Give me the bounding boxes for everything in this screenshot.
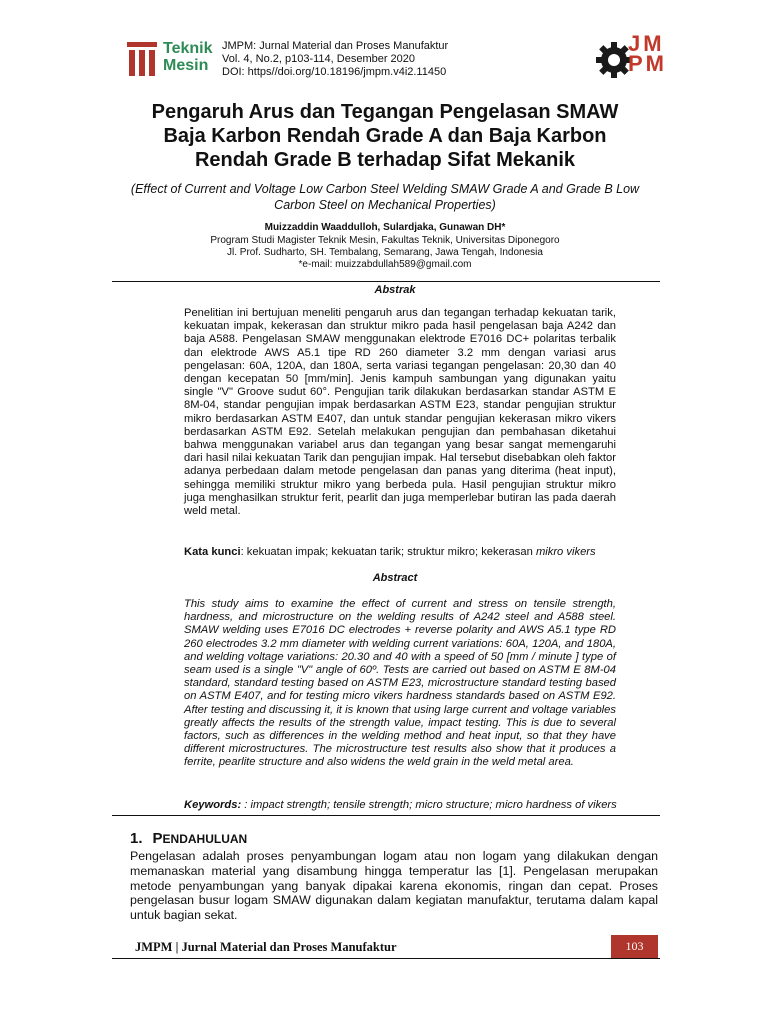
doi-link[interactable]: DOI: https//doi.org/10.18196/jmpm.v4i2.11450 [222, 66, 447, 78]
volume-pages: Vol. 4, No.2, p103-114, Desember 2020 [222, 53, 416, 65]
section-body-text: Pengelasan adalah proses penyambungan logam atau non logam yang dilakukan dengan memanaskan material yang disambung hingga temperatur las [1]. Pengelasan merupakan metode penyambungan yang banyak dipakai karena ekonomis, ringan dan cepat. Proses pengelasan busur logam SMAW digunakan dalam kegiatan manufaktur, terutama dalam kapal untuk bagian sekat. [130, 849, 658, 923]
kata-kunci-italic: mikro vikers [535, 546, 596, 558]
kata-kunci-values: : kekuatan impak; kekuatan tarik; struktur mikro; kekerasan [240, 546, 536, 558]
kata-kunci-label: Kata kunci [184, 546, 241, 558]
journal-name: JMPM: Jurnal Material dan Proses Manufaktur [222, 40, 449, 52]
authors: Muizzaddin Waaddulloh, Sulardjaka, Gunawan DH* [264, 222, 506, 233]
abstrak-heading: Abstrak [374, 284, 416, 296]
kata-kunci [184, 546, 624, 559]
section-number: 1. [130, 830, 143, 847]
logo-right-line2: PM [628, 51, 667, 76]
subtitle-text: (Effect of Current and Voltage Low Carbon Steel Welding SMAW Grade A and Grade B Low Carbon Steel on Mechanical Properties) [130, 182, 640, 212]
abstrak-text: Penelitian ini bertujuan meneliti pengaruh arus dan tegangan terhadap kekuatan tarik, kekuatan impak, kekerasan dan struktur mikro pada hasil pengelasan baja A242 dan baja A588. Pengelasan SMAW menggunakan elektrode E7016 DC+ polaritas terbalik dan elektrode AWS A5.1 tipe RD 260 diameter 3.2 mm dengan variasi arus pengelasan: 60A, 120A, dan 180A, serta variasi tegangan pengelasan: 20,30 dan 40 dengan kecepatan 50 [mm/min]. Jenis kampuh sambungan yang digunakan yaitu single "V" Groove sudut 60°. Pengujian tarik dilakukan berdasarkan standar ASTM E 8M-04, standar pengujian impak berdasarkan ASTM E23, standar pengujian struktur mikro berdasarkan ASTM E407, dan untuk standar pengujian kekerasan mikro vikers berdasarkan ASTM E92. Setelah melakukan pengujian dan pembahasan diketahui bahwa menggunakan variabel arus dan tegangan yang besar sangat memengaruhi dari hasil nilai kekuatan Tarik dan pengujian impak. Hal tersebut disebabkan oleh faktor adanya perbedaan dalam metode pengelasan dan panas yang diterima (heat input), sehingga memiliki struktur mikro yang berbeda pula. Hasil pengujian struktur mikro juga menghasilkan struktur ferit, pearlit dan juga memperlebar butiran las pada daerah weld metal. [184, 307, 616, 518]
title-line-3: Rendah Grade B terhadap Sifat Mekanik [194, 149, 576, 171]
section-heading-pendahuluan [130, 830, 247, 848]
keywords [184, 799, 624, 812]
section-title-rest: ENDAHULUAN [162, 832, 248, 846]
logo-left-line1: Teknik [163, 40, 213, 57]
paper-title [130, 100, 640, 172]
footer-rule [112, 958, 660, 959]
keywords-label: Keywords: [184, 799, 242, 811]
jmpm-logo [594, 31, 684, 80]
affiliation-line-1: Program Studi Magister Teknik Mesin, Fakultas Teknik, Universitas Diponegoro [210, 235, 560, 246]
teknik-mesin-logo [127, 42, 213, 80]
affiliation-line-2: Jl. Prof. Sudharto, SH. Tembalang, Semarang, Jawa Tengah, Indonesia [227, 247, 543, 258]
logo-left-line2: Mesin [163, 57, 209, 74]
logo-bars-icon [127, 42, 157, 76]
abstract-heading: Abstract [372, 572, 418, 584]
keywords-values: : impact strength; tensile strength; micro structure; micro hardness of vikers [241, 799, 617, 811]
footer-journal: JMPM | Jurnal Material dan Proses Manufaktur [135, 940, 397, 954]
abstract-text: This study aims to examine the effect of current and stress on tensile strength, hardness, and microstructure on the welding results of A242 steel and A588 steel. SMAW welding uses E7016 DC electrodes + reverse polarity and AWS A5.1 type RD 260 electrodes 3.2 mm diameter with welding current variations: 60A, 120A, and 180A, and welding voltage variations: 20.30 and 40 with a speed of 50 [mm / minute ] type of seam used is a single "V" angle of 60º. Tests are carried out based on ASTM E 8M-04 standard, standard testing based on ASTM E23, microstructure standard testing based on ASTM E407, and for testing micro vikers hardness standards based on ASTM E92. After testing and discussing it, it is known that using large current and voltage variables greatly affects the results of the strength value, impact testing. This is due to several factors, such as differences in the welding method and heat input, so that they have different microstructures. The microstructure test results also show that it produces a ferrite, pearlite structure and also widens the weld grain in the weld metal area. [184, 598, 616, 769]
paper-subtitle [120, 181, 650, 213]
journal-info [222, 40, 448, 79]
logo-right-line1: JM [628, 31, 665, 56]
affiliation-email: *e-mail: muizzabdullah589@gmail.com [298, 259, 472, 270]
title-line-1: Pengaruh Arus dan Tegangan Pengelasan SMAW [151, 101, 619, 123]
divider-top [112, 281, 660, 282]
section-title-first: P [152, 830, 163, 847]
affiliation [130, 235, 640, 271]
page-number: 103 [611, 935, 658, 958]
title-line-2: Baja Karbon Rendah Grade A dan Baja Karbon [163, 125, 607, 147]
divider-bottom [112, 815, 660, 816]
